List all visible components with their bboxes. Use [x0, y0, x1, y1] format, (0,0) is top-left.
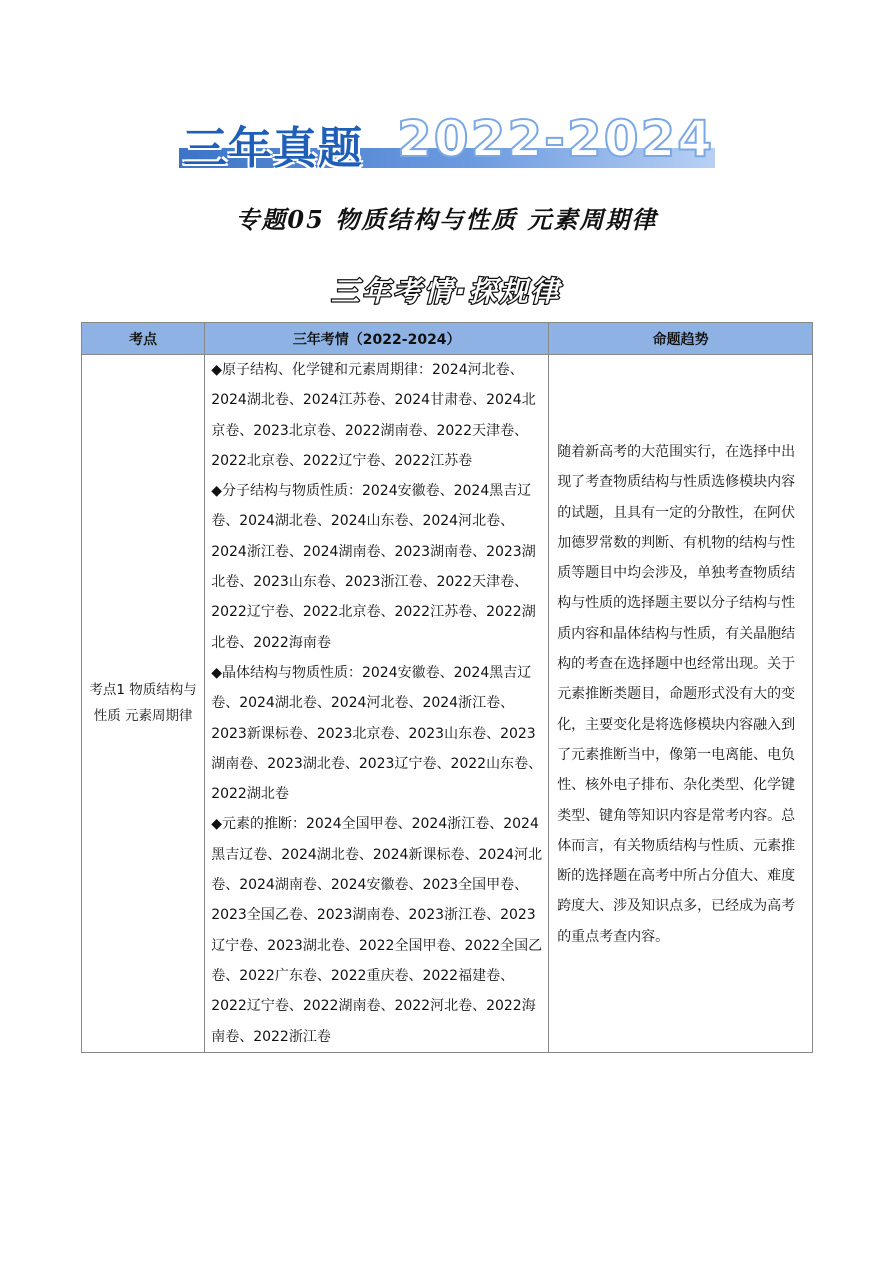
trend-cell: 随着新高考的大范围实行，在选择中出现了考查物质结构与性质选修模块内容的试题，且具有一定的分散性，在阿伏加德罗常数的判断、有机物的结构与性质等题目中均会涉及，单独考查物质结构与性质的选择题主要以分子结构与性质内容和晶体结构与性质，有关晶胞结构的考查在选择题中也经常出现。关于元素推断类题目，命题形式没有大的变化，主要变化是将选修模块内容融入到了元素推断当中，像第一电离能、电负性、核外电子排布、杂化类型、化学键类型、键角等知识内容是常考内容。总体而言，有关物质结构与性质、元素推断的选择题在高考中所占分值大、难度跨度大、涉及知识点多，已经成为高考的重点考查内容。 [549, 355, 813, 1053]
section-banner-text: 三年考情·探规律 [331, 275, 562, 308]
table-row [82, 355, 813, 1053]
exam-table [81, 322, 813, 1053]
header-situation: 三年考情（2022-2024） [205, 323, 549, 355]
section-banner [0, 270, 893, 310]
situation-item: ◆分子结构与物质性质：2024安徽卷、2024黑吉辽卷、2024湖北卷、2024山东卷、2024河北卷、2024浙江卷、2024湖南卷、2023湖南卷、2023湖北卷、2023山东卷、2023浙江卷、2022天津卷、2022辽宁卷、2022北京卷、2022江苏卷、2022湖北卷、2022海南卷 [211, 483, 536, 651]
header-topic: 考点 [82, 323, 205, 355]
situation-item: ◆晶体结构与物质性质：2024安徽卷、2024黑吉辽卷、2024湖北卷、2024河北卷、2024浙江卷、2023新课标卷、2023北京卷、2023山东卷、2023湖南卷、2023湖北卷、2023辽宁卷、2022山东卷、2022湖北卷 [211, 664, 543, 803]
situation-item: ◆元素的推断：2024全国甲卷、2024浙江卷、2024黑吉辽卷、2024湖北卷、2024新课标卷、2024河北卷、2024湖南卷、2024安徽卷、2023全国甲卷、2023全国乙卷、2023湖南卷、2023浙江卷、2023辽宁卷、2023湖北卷、2022全国甲卷、2022全国乙卷、2022广东卷、2022重庆卷、2022福建卷、2022辽宁卷、2022湖南卷、2022河北卷、2022海南卷、2022浙江卷 [211, 816, 543, 1045]
header-trend: 命题趋势 [549, 323, 813, 355]
situation-item: ◆原子结构、化学键和元素周期律：2024河北卷、2024湖北卷、2024江苏卷、2024甘肃卷、2024北京卷、2023北京卷、2022湖南卷、2022天津卷、2022北京卷、2022辽宁卷、2022江苏卷 [211, 362, 536, 469]
situation-cell [205, 355, 549, 1053]
topic-subtitle: 专题05 物质结构与性质 元素周期律 [235, 205, 658, 234]
table-header-row [82, 323, 813, 355]
title-banner [175, 112, 720, 174]
banner-title-years: 2022-2024 [397, 110, 715, 168]
banner-title-cn: 三年真题 [183, 123, 363, 174]
topic-cell: 考点1 物质结构与性质 元素周期律 [82, 355, 205, 1053]
